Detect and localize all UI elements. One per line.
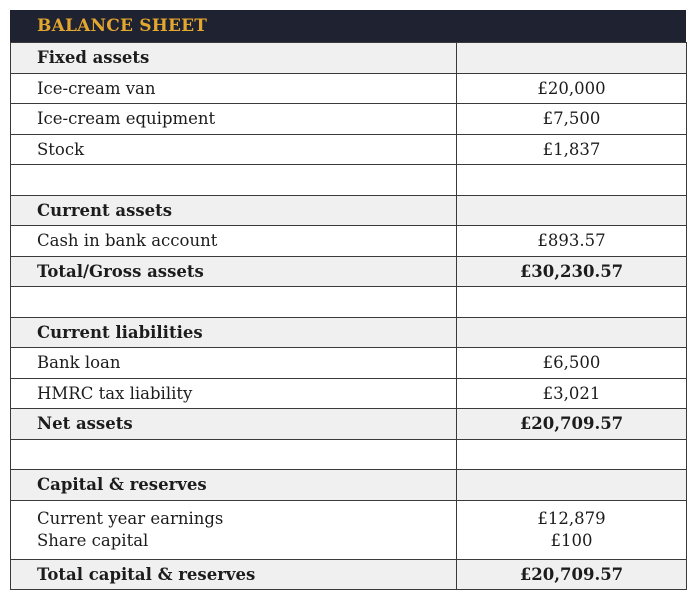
row-value: £30,230.57 <box>457 256 687 287</box>
row-value <box>457 439 687 470</box>
table-row <box>11 378 687 409</box>
table-row <box>11 500 687 559</box>
section-header-row <box>11 43 687 74</box>
total-row <box>11 559 687 590</box>
row-label: Share capital <box>37 530 149 550</box>
row-value <box>457 43 687 74</box>
table-row <box>11 134 687 165</box>
blank-row <box>11 287 687 318</box>
row-value: £20,709.57 <box>457 409 687 440</box>
total-row <box>11 409 687 440</box>
blank-row <box>11 439 687 470</box>
row-value: £6,500 <box>457 348 687 379</box>
row-label: Current assets <box>11 195 457 226</box>
sheet-title: BALANCE SHEET <box>10 10 686 42</box>
row-value: £893.57 <box>457 226 687 257</box>
row-label: Total capital & reserves <box>11 559 457 590</box>
row-value <box>457 287 687 318</box>
row-label: Cash in bank account <box>11 226 457 257</box>
row-value: £20,709.57 <box>457 559 687 590</box>
section-header-row <box>11 317 687 348</box>
row-label: Net assets <box>11 409 457 440</box>
row-label: Total/Gross assets <box>11 256 457 287</box>
table-row <box>11 73 687 104</box>
table-row <box>11 104 687 135</box>
row-value: £100 <box>550 530 593 550</box>
blank-row <box>11 165 687 196</box>
row-value: £20,000 <box>457 73 687 104</box>
row-value: £7,500 <box>457 104 687 135</box>
row-value <box>457 317 687 348</box>
balance-sheet <box>10 10 686 590</box>
row-value: £1,837 <box>457 134 687 165</box>
row-label: Stock <box>11 134 457 165</box>
row-label: Current year earnings <box>37 508 224 528</box>
row-label <box>11 439 457 470</box>
total-row <box>11 256 687 287</box>
row-value <box>457 165 687 196</box>
row-value-cell <box>457 500 687 559</box>
row-label: Fixed assets <box>11 43 457 74</box>
row-label-cell <box>11 500 457 559</box>
row-label: Ice-cream equipment <box>11 104 457 135</box>
row-label <box>11 165 457 196</box>
balance-table <box>10 42 687 590</box>
row-value <box>457 470 687 501</box>
section-header-row <box>11 470 687 501</box>
table-row <box>11 226 687 257</box>
row-value <box>457 195 687 226</box>
section-header-row <box>11 195 687 226</box>
row-value: £3,021 <box>457 378 687 409</box>
row-label <box>11 287 457 318</box>
row-label: HMRC tax liability <box>11 378 457 409</box>
row-label: Capital & reserves <box>11 470 457 501</box>
row-label: Ice-cream van <box>11 73 457 104</box>
row-label: Bank loan <box>11 348 457 379</box>
row-label: Current liabilities <box>11 317 457 348</box>
table-row <box>11 348 687 379</box>
row-value: £12,879 <box>537 508 606 528</box>
